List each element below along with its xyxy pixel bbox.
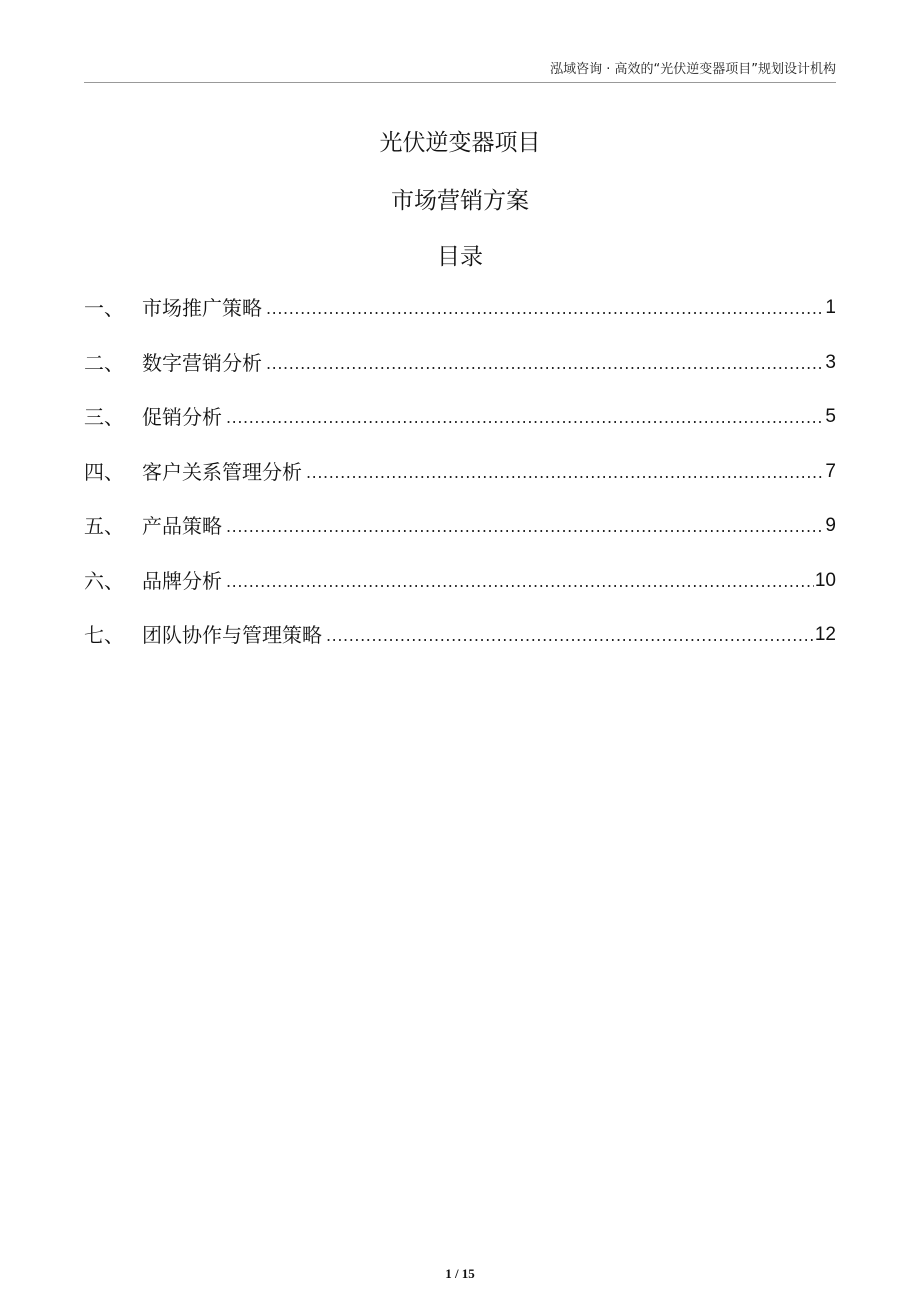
toc-entry-label[interactable]: 品牌分析 xyxy=(142,568,222,593)
toc-entry-page[interactable]: 12 xyxy=(814,624,836,645)
toc-entry[interactable] xyxy=(84,621,836,676)
toc-leader-dots xyxy=(226,403,824,431)
toc-leader-dots xyxy=(226,567,814,595)
table-of-contents xyxy=(84,294,836,676)
toc-entry-page[interactable]: 10 xyxy=(814,569,836,591)
toc-entry-page[interactable]: 3 xyxy=(825,351,836,373)
toc-entry-number: 六、 xyxy=(84,568,124,593)
toc-entry[interactable] xyxy=(84,512,836,567)
toc-entry-label[interactable]: 数字营销分析 xyxy=(142,350,262,375)
page-indicator: 1 / 15 xyxy=(445,1266,475,1281)
toc-entry-label[interactable]: 产品策略 xyxy=(142,514,222,538)
toc-leader-dots xyxy=(326,621,814,649)
toc-entry[interactable] xyxy=(84,349,836,404)
toc-entry-number: 五、 xyxy=(84,514,124,538)
toc-entry[interactable] xyxy=(84,403,836,458)
toc-entry-number: 三、 xyxy=(84,405,124,429)
document-title: 光伏逆变器项目 xyxy=(379,130,541,156)
toc-entry-number: 一、 xyxy=(84,296,124,320)
toc-leader-dots xyxy=(266,294,824,322)
toc-entry-label[interactable]: 客户关系管理分析 xyxy=(142,459,302,484)
toc-leader-dots xyxy=(306,458,824,486)
toc-entry[interactable] xyxy=(84,458,836,513)
toc-entry-page[interactable]: 7 xyxy=(825,460,836,482)
toc-leader-dots xyxy=(266,349,824,377)
toc-entry-label[interactable]: 市场推广策略 xyxy=(142,296,262,320)
toc-entry-page[interactable]: 1 xyxy=(825,297,836,318)
toc-entry[interactable] xyxy=(84,294,836,349)
toc-entry-number: 四、 xyxy=(84,459,124,484)
header-text: 泓域咨询 · 高效的“光伏逆变器项目”规划设计机构 xyxy=(550,62,836,77)
toc-entry-number: 二、 xyxy=(84,350,124,375)
toc-entry-page[interactable]: 9 xyxy=(825,515,836,536)
toc-entry-number: 七、 xyxy=(84,623,124,647)
toc-entry-label[interactable]: 促销分析 xyxy=(142,405,222,429)
toc-entry-label[interactable]: 团队协作与管理策略 xyxy=(142,623,322,647)
document-subtitle: 市场营销方案 xyxy=(391,188,529,214)
toc-leader-dots xyxy=(226,512,824,540)
toc-entry[interactable] xyxy=(84,567,836,622)
header-divider xyxy=(84,82,836,83)
toc-heading: 目录 xyxy=(437,244,483,270)
toc-entry-page[interactable]: 5 xyxy=(825,406,836,427)
